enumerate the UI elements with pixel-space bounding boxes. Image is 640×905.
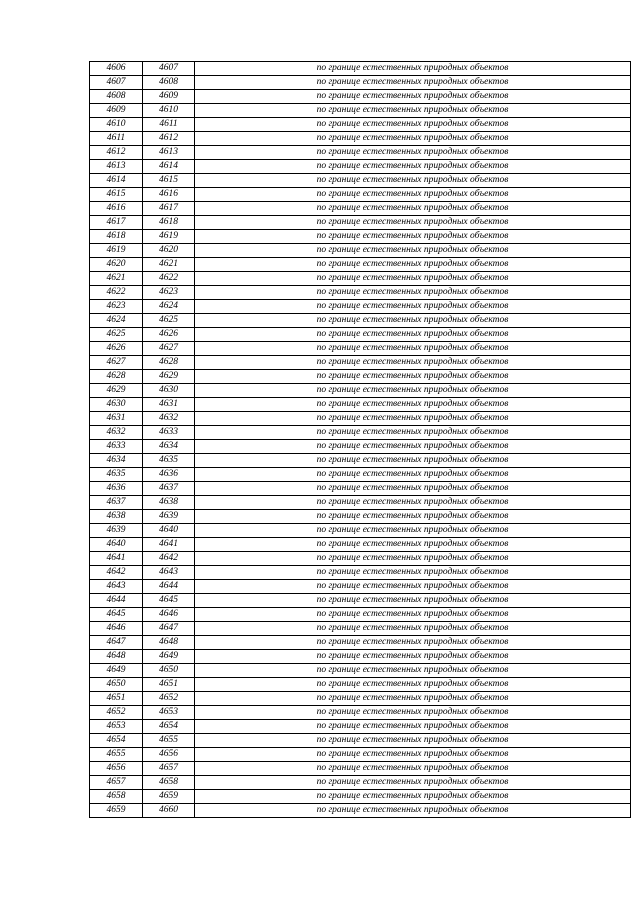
point-from-cell: 4652 — [90, 706, 143, 720]
boundary-description-cell: по границе естественных природных объектов — [195, 286, 631, 300]
boundary-description-cell: по границе естественных природных объектов — [195, 468, 631, 482]
boundary-description-cell: по границе естественных природных объектов — [195, 160, 631, 174]
table-row — [90, 650, 631, 664]
point-to-cell: 4647 — [143, 622, 195, 636]
point-to-cell: 4614 — [143, 160, 195, 174]
table-row — [90, 496, 631, 510]
boundary-description-cell: по границе естественных природных объектов — [195, 146, 631, 160]
table-row — [90, 454, 631, 468]
point-from-cell: 4646 — [90, 622, 143, 636]
point-from-cell: 4613 — [90, 160, 143, 174]
point-from-cell: 4628 — [90, 370, 143, 384]
point-to-cell: 4658 — [143, 776, 195, 790]
point-to-cell: 4625 — [143, 314, 195, 328]
boundary-description-cell: по границе естественных природных объектов — [195, 734, 631, 748]
point-from-cell: 4642 — [90, 566, 143, 580]
boundary-description-cell: по границе естественных природных объектов — [195, 188, 631, 202]
boundary-description-cell: по границе естественных природных объектов — [195, 706, 631, 720]
boundary-description-cell: по границе естественных природных объектов — [195, 608, 631, 622]
table-row — [90, 356, 631, 370]
point-to-cell: 4634 — [143, 440, 195, 454]
point-from-cell: 4627 — [90, 356, 143, 370]
table-row — [90, 202, 631, 216]
point-to-cell: 4646 — [143, 608, 195, 622]
point-to-cell: 4630 — [143, 384, 195, 398]
point-from-cell: 4656 — [90, 762, 143, 776]
point-from-cell: 4653 — [90, 720, 143, 734]
point-from-cell: 4614 — [90, 174, 143, 188]
point-to-cell: 4619 — [143, 230, 195, 244]
point-from-cell: 4632 — [90, 426, 143, 440]
point-to-cell: 4652 — [143, 692, 195, 706]
point-from-cell: 4633 — [90, 440, 143, 454]
point-to-cell: 4645 — [143, 594, 195, 608]
point-from-cell: 4645 — [90, 608, 143, 622]
boundary-description-cell: по границе естественных природных объектов — [195, 678, 631, 692]
point-to-cell: 4627 — [143, 342, 195, 356]
point-to-cell: 4608 — [143, 76, 195, 90]
point-to-cell: 4656 — [143, 748, 195, 762]
table-row — [90, 510, 631, 524]
point-to-cell: 4632 — [143, 412, 195, 426]
point-to-cell: 4635 — [143, 454, 195, 468]
boundary-description-cell: по границе естественных природных объектов — [195, 594, 631, 608]
point-to-cell: 4618 — [143, 216, 195, 230]
boundary-description-cell: по границе естественных природных объектов — [195, 132, 631, 146]
point-from-cell: 4631 — [90, 412, 143, 426]
point-from-cell: 4643 — [90, 580, 143, 594]
point-to-cell: 4613 — [143, 146, 195, 160]
boundary-description-cell: по границе естественных природных объектов — [195, 356, 631, 370]
table-row — [90, 188, 631, 202]
point-to-cell: 4660 — [143, 804, 195, 818]
boundary-description-cell: по границе естественных природных объектов — [195, 314, 631, 328]
boundary-description-cell: по границе естественных природных объектов — [195, 804, 631, 818]
table-row — [90, 300, 631, 314]
table-row — [90, 776, 631, 790]
table-row — [90, 328, 631, 342]
boundary-description-cell: по границе естественных природных объектов — [195, 454, 631, 468]
point-from-cell: 4624 — [90, 314, 143, 328]
point-from-cell: 4637 — [90, 496, 143, 510]
boundary-description-cell: по границе естественных природных объектов — [195, 636, 631, 650]
point-from-cell: 4623 — [90, 300, 143, 314]
table-row — [90, 622, 631, 636]
table-row — [90, 482, 631, 496]
table-row — [90, 132, 631, 146]
point-to-cell: 4615 — [143, 174, 195, 188]
point-to-cell: 4611 — [143, 118, 195, 132]
point-from-cell: 4648 — [90, 650, 143, 664]
point-to-cell: 4623 — [143, 286, 195, 300]
boundary-description-cell: по границе естественных природных объектов — [195, 524, 631, 538]
point-to-cell: 4616 — [143, 188, 195, 202]
point-from-cell: 4654 — [90, 734, 143, 748]
table-row — [90, 104, 631, 118]
boundary-description-cell: по границе естественных природных объектов — [195, 496, 631, 510]
point-from-cell: 4622 — [90, 286, 143, 300]
table-row — [90, 594, 631, 608]
point-to-cell: 4636 — [143, 468, 195, 482]
table-row — [90, 216, 631, 230]
point-from-cell: 4607 — [90, 76, 143, 90]
boundary-description-cell: по границе естественных природных объектов — [195, 650, 631, 664]
point-from-cell: 4617 — [90, 216, 143, 230]
table-row — [90, 90, 631, 104]
point-to-cell: 4639 — [143, 510, 195, 524]
table-row — [90, 440, 631, 454]
boundary-description-cell: по границе естественных природных объектов — [195, 258, 631, 272]
table-row — [90, 636, 631, 650]
boundary-description-cell: по границе естественных природных объектов — [195, 244, 631, 258]
boundary-description-cell: по границе естественных природных объектов — [195, 412, 631, 426]
boundary-description-cell: по границе естественных природных объектов — [195, 272, 631, 286]
table-row — [90, 174, 631, 188]
table-row — [90, 804, 631, 818]
boundary-description-table — [89, 61, 631, 818]
point-from-cell: 4651 — [90, 692, 143, 706]
table-row — [90, 426, 631, 440]
table-body — [90, 62, 631, 818]
table-row — [90, 468, 631, 482]
point-from-cell: 4640 — [90, 538, 143, 552]
table-row — [90, 342, 631, 356]
point-from-cell: 4657 — [90, 776, 143, 790]
boundary-description-cell: по границе естественных природных объектов — [195, 552, 631, 566]
table-row — [90, 76, 631, 90]
point-from-cell: 4608 — [90, 90, 143, 104]
table-row — [90, 118, 631, 132]
point-to-cell: 4626 — [143, 328, 195, 342]
point-from-cell: 4650 — [90, 678, 143, 692]
point-from-cell: 4634 — [90, 454, 143, 468]
boundary-description-cell: по границе естественных природных объектов — [195, 328, 631, 342]
point-from-cell: 4609 — [90, 104, 143, 118]
boundary-description-cell: по границе естественных природных объектов — [195, 62, 631, 76]
point-to-cell: 4657 — [143, 762, 195, 776]
point-from-cell: 4635 — [90, 468, 143, 482]
point-to-cell: 4607 — [143, 62, 195, 76]
table-row — [90, 244, 631, 258]
point-to-cell: 4641 — [143, 538, 195, 552]
point-from-cell: 4616 — [90, 202, 143, 216]
point-from-cell: 4639 — [90, 524, 143, 538]
point-to-cell: 4653 — [143, 706, 195, 720]
point-from-cell: 4626 — [90, 342, 143, 356]
table-row — [90, 762, 631, 776]
point-to-cell: 4620 — [143, 244, 195, 258]
boundary-description-cell: по границе естественных природных объектов — [195, 384, 631, 398]
point-from-cell: 4606 — [90, 62, 143, 76]
table-row — [90, 146, 631, 160]
table-row — [90, 370, 631, 384]
point-to-cell: 4621 — [143, 258, 195, 272]
point-to-cell: 4655 — [143, 734, 195, 748]
point-from-cell: 4647 — [90, 636, 143, 650]
table-row — [90, 552, 631, 566]
point-from-cell: 4620 — [90, 258, 143, 272]
point-from-cell: 4618 — [90, 230, 143, 244]
table-row — [90, 62, 631, 76]
point-to-cell: 4610 — [143, 104, 195, 118]
point-from-cell: 4611 — [90, 132, 143, 146]
boundary-description-cell: по границе естественных природных объектов — [195, 440, 631, 454]
boundary-description-cell: по границе естественных природных объектов — [195, 692, 631, 706]
point-from-cell: 4610 — [90, 118, 143, 132]
point-from-cell: 4636 — [90, 482, 143, 496]
boundary-description-cell: по границе естественных природных объектов — [195, 118, 631, 132]
table-row — [90, 608, 631, 622]
point-to-cell: 4649 — [143, 650, 195, 664]
point-to-cell: 4629 — [143, 370, 195, 384]
point-to-cell: 4633 — [143, 426, 195, 440]
boundary-description-cell: по границе естественных природных объектов — [195, 342, 631, 356]
point-to-cell: 4640 — [143, 524, 195, 538]
point-to-cell: 4624 — [143, 300, 195, 314]
boundary-description-cell: по границе естественных природных объектов — [195, 300, 631, 314]
boundary-description-cell: по границе естественных природных объектов — [195, 426, 631, 440]
table-row — [90, 678, 631, 692]
boundary-description-cell: по границе естественных природных объектов — [195, 776, 631, 790]
point-to-cell: 4654 — [143, 720, 195, 734]
point-from-cell: 4625 — [90, 328, 143, 342]
point-from-cell: 4638 — [90, 510, 143, 524]
boundary-description-cell: по границе естественных природных объектов — [195, 76, 631, 90]
boundary-description-cell: по границе естественных природных объектов — [195, 398, 631, 412]
boundary-description-cell: по границе естественных природных объектов — [195, 482, 631, 496]
point-from-cell: 4658 — [90, 790, 143, 804]
point-to-cell: 4650 — [143, 664, 195, 678]
table-row — [90, 720, 631, 734]
point-to-cell: 4642 — [143, 552, 195, 566]
boundary-description-cell: по границе естественных природных объектов — [195, 748, 631, 762]
point-to-cell: 4651 — [143, 678, 195, 692]
point-to-cell: 4628 — [143, 356, 195, 370]
boundary-description-cell: по границе естественных природных объектов — [195, 510, 631, 524]
boundary-description-cell: по границе естественных природных объектов — [195, 216, 631, 230]
point-to-cell: 4612 — [143, 132, 195, 146]
point-to-cell: 4617 — [143, 202, 195, 216]
table-row — [90, 566, 631, 580]
table-row — [90, 230, 631, 244]
table-row — [90, 580, 631, 594]
boundary-description-cell: по границе естественных природных объектов — [195, 538, 631, 552]
boundary-description-cell: по границе естественных природных объектов — [195, 202, 631, 216]
point-from-cell: 4629 — [90, 384, 143, 398]
point-from-cell: 4621 — [90, 272, 143, 286]
point-to-cell: 4622 — [143, 272, 195, 286]
point-from-cell: 4619 — [90, 244, 143, 258]
point-from-cell: 4655 — [90, 748, 143, 762]
point-from-cell: 4641 — [90, 552, 143, 566]
point-from-cell: 4649 — [90, 664, 143, 678]
table-row — [90, 412, 631, 426]
point-to-cell: 4648 — [143, 636, 195, 650]
point-to-cell: 4643 — [143, 566, 195, 580]
boundary-description-cell: по границе естественных природных объектов — [195, 104, 631, 118]
point-to-cell: 4638 — [143, 496, 195, 510]
point-to-cell: 4659 — [143, 790, 195, 804]
boundary-description-cell: по границе естественных природных объектов — [195, 762, 631, 776]
table-row — [90, 160, 631, 174]
table-row — [90, 706, 631, 720]
table-row — [90, 384, 631, 398]
boundary-description-cell: по границе естественных природных объектов — [195, 720, 631, 734]
point-from-cell: 4612 — [90, 146, 143, 160]
boundary-description-cell: по границе естественных природных объектов — [195, 580, 631, 594]
boundary-description-cell: по границе естественных природных объектов — [195, 790, 631, 804]
table-row — [90, 538, 631, 552]
boundary-description-cell: по границе естественных природных объектов — [195, 230, 631, 244]
point-to-cell: 4631 — [143, 398, 195, 412]
table-row — [90, 692, 631, 706]
point-to-cell: 4637 — [143, 482, 195, 496]
point-to-cell: 4644 — [143, 580, 195, 594]
boundary-description-cell: по границе естественных природных объектов — [195, 622, 631, 636]
table-row — [90, 286, 631, 300]
point-from-cell: 4644 — [90, 594, 143, 608]
table-row — [90, 790, 631, 804]
table-row — [90, 314, 631, 328]
point-from-cell: 4615 — [90, 188, 143, 202]
table-row — [90, 734, 631, 748]
boundary-description-cell: по границе естественных природных объектов — [195, 664, 631, 678]
boundary-description-cell: по границе естественных природных объектов — [195, 90, 631, 104]
table-row — [90, 258, 631, 272]
point-from-cell: 4630 — [90, 398, 143, 412]
point-to-cell: 4609 — [143, 90, 195, 104]
table-row — [90, 664, 631, 678]
table-row — [90, 272, 631, 286]
boundary-description-cell: по границе естественных природных объектов — [195, 370, 631, 384]
table-row — [90, 398, 631, 412]
table-row — [90, 524, 631, 538]
table-row — [90, 748, 631, 762]
boundary-description-cell: по границе естественных природных объектов — [195, 566, 631, 580]
boundary-description-cell: по границе естественных природных объектов — [195, 174, 631, 188]
point-from-cell: 4659 — [90, 804, 143, 818]
